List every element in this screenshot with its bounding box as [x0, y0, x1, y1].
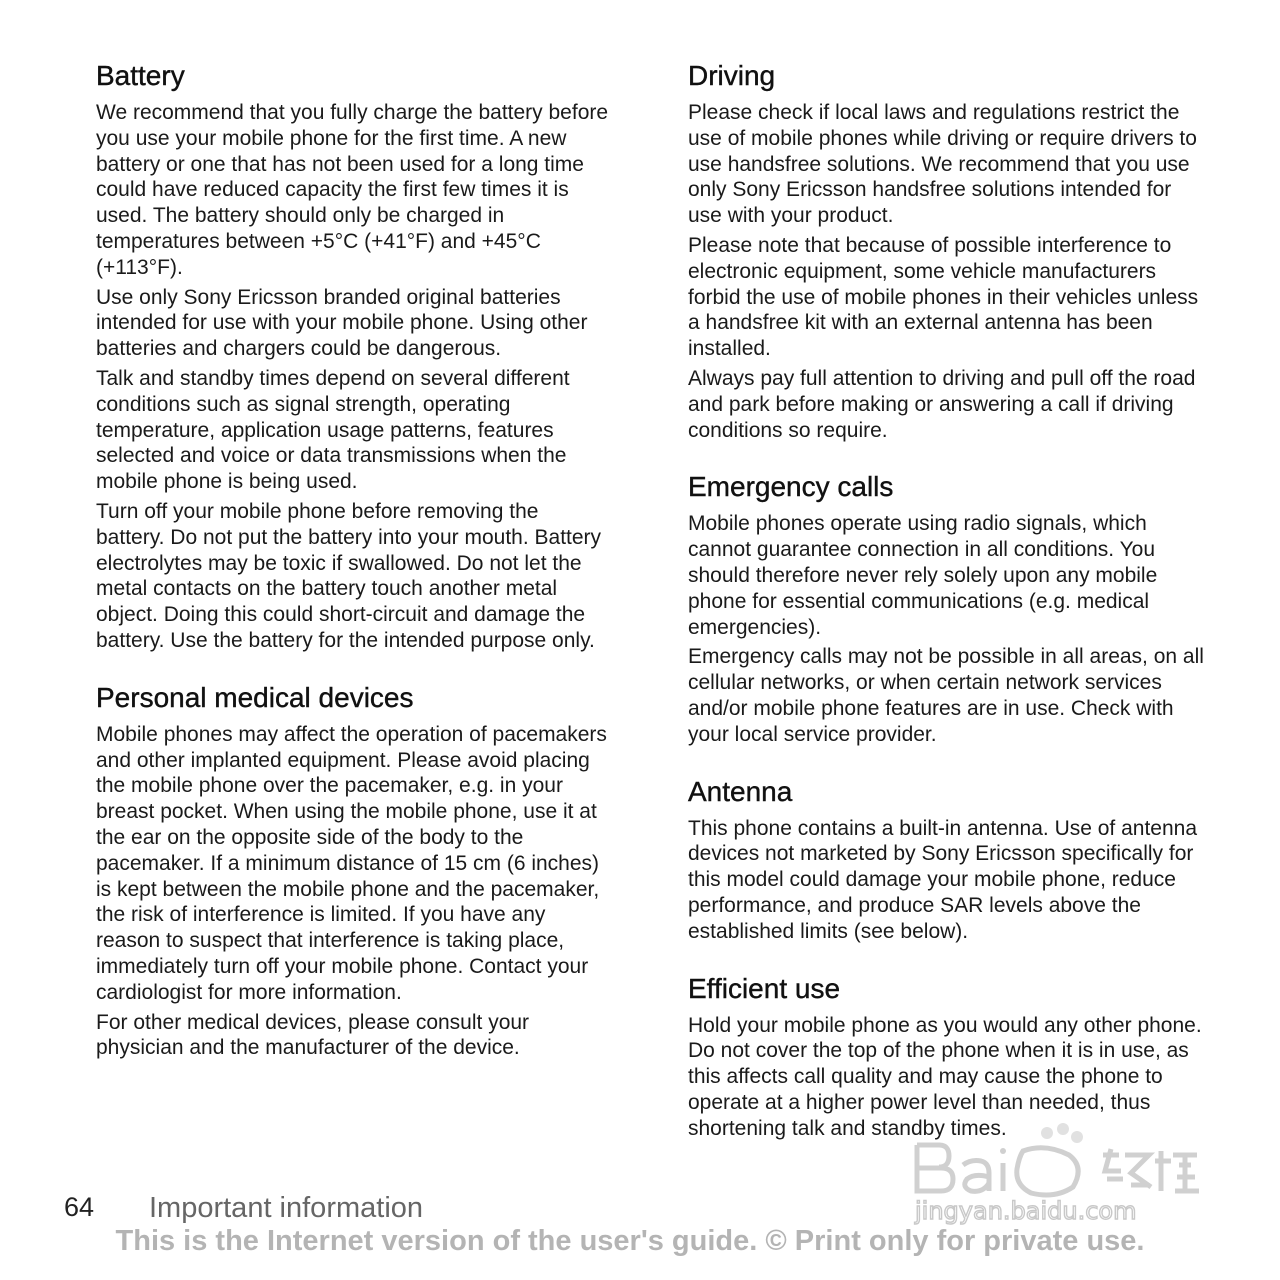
paragraph: Please note that because of possible interference to electronic equipment, some vehicle manufacturers forbid the use of mobile phones in their vehicles unless a handsfree kit with an external antenna has been installed. — [688, 233, 1199, 361]
section-heading: Emergency calls — [688, 471, 894, 503]
section-heading: Driving — [688, 60, 776, 91]
paragraph: Always pay full attention to driving and pull off the road and park before making or answering a call if driving conditions so require. — [688, 366, 1196, 442]
paragraph: Hold your mobile phone as you would any other phone. Do not cover the top of the phone when it is in use, as this affects call quality and may cause the phone to operate at a higher power level than needed, thus shortening talk and standby times. — [688, 1013, 1202, 1140]
baidu-watermark-logo — [905, 1115, 1205, 1227]
paragraph: Turn off your mobile phone before removing the battery. Do not put the battery into your mouth. Battery electrolytes may be toxic if swallowed. Do not let the metal contacts on the battery touch another metal object. Doing this could short-circuit and damage the battery. Use the battery for the intended purpose only. — [96, 499, 602, 652]
paragraph: Use only Sony Ericsson branded original batteries intended for use with your mobile phone. Using other batteries and chargers could be dangerous. — [96, 285, 588, 361]
section-heading: Battery — [96, 60, 185, 91]
right-column — [688, 58, 1208, 1168]
paragraph: Talk and standby times depend on several different conditions such as signal strength, operating temperature, application usage patterns, features selected and voice or data transmissions when the mobile phone is being used. — [96, 366, 570, 494]
paragraph: Emergency calls may not be possible in all areas, on all cellular networks, or when certain network services and/or mobile phone features are in use. Check with your local service provider. — [688, 645, 1204, 746]
section-heading: Efficient use — [688, 972, 841, 1004]
paragraph: Please check if local laws and regulations restrict the use of mobile phones while driving or require drivers to use handsfree solutions. We recommend that you use only Sony Ericsson handsfree solutions intended for use with your product. — [688, 101, 1197, 228]
watermark-url-text — [914, 1197, 1136, 1225]
left-column — [96, 58, 611, 1087]
section-heading: Personal medical devices — [96, 681, 414, 713]
emergency-calls-section — [688, 469, 1208, 747]
paragraph: Mobile phones may affect the operation of pacemakers and other implanted equipment. Please avoid placing the mobile phone over the pacemaker, e.g. in your breast pocket. When using the mobile phone, use it at the ear on the opposite side of the body to the pacemaker. If a minimum distance of 15 cm (6 inches) is kept between the mobile phone and the pacemaker, the risk of interference is limited. If you have any reason to suspect that interference is taking place, immediately turn off your mobile phone. Contact your cardiologist for more information. — [96, 722, 607, 1004]
svg-text:jingyan.baidu.com: jingyan.baidu.com — [915, 1197, 1137, 1225]
paragraph: This phone contains a built-in antenna. Use of antenna devices not marketed by Sony Ericsson specifically for this model could damage your mobile phone, reduce performance, and produce SAR levels above the established limits (see below). — [688, 816, 1198, 943]
paragraph: For other medical devices, please consult your physician and the manufacturer of the device. — [96, 1010, 530, 1060]
driving-section — [688, 58, 1208, 443]
battery-section — [96, 58, 611, 654]
paragraph: We recommend that you fully charge the battery before you use your mobile phone for the first time. A new battery or one that has not been used for a long time could have reduced capacity the first few times it is used. The battery should only be charged in temperatures between +5°C (+41°F) and +45°C (+113°F). — [96, 101, 609, 279]
copyright-notice: This is the Internet version of the user's guide. © Print only for private use. — [115, 1225, 1145, 1257]
paragraph: Mobile phones operate using radio signals, which cannot guarantee connection in all conditions. You should therefore never rely solely upon any mobile phone for essential communications (e.g. medical emergencies). — [688, 512, 1158, 639]
section-heading: Antenna — [688, 775, 793, 807]
page-number: 64 — [64, 1192, 95, 1222]
personal-medical-devices-section — [96, 680, 611, 1061]
footer-section-title: Important information — [149, 1192, 424, 1224]
antenna-section — [688, 774, 1208, 945]
